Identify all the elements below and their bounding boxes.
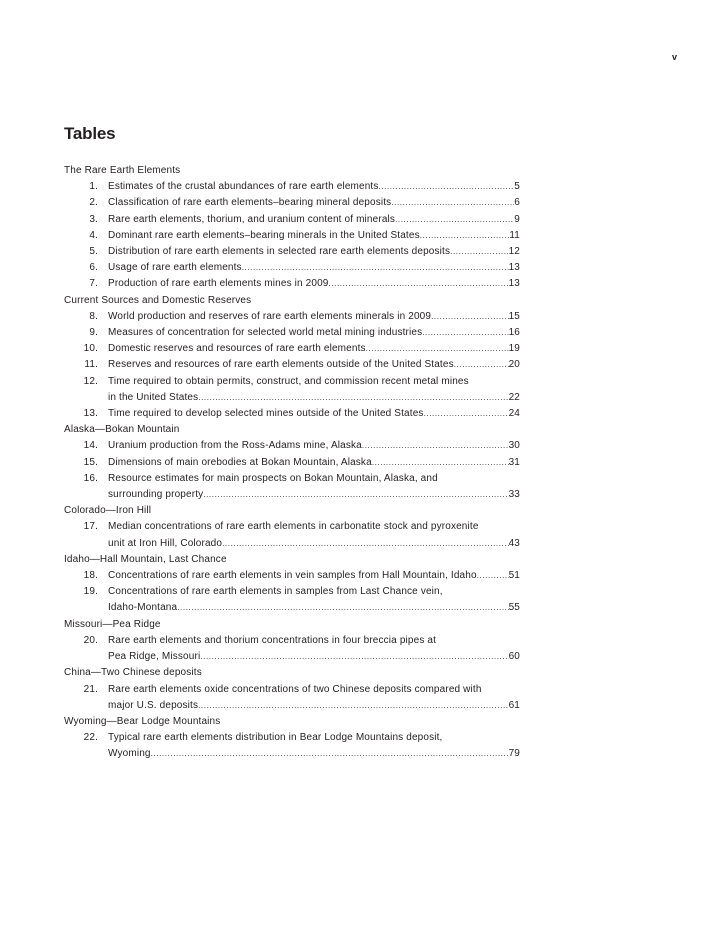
table-number: 22.: [83, 732, 98, 744]
table-title: surrounding property: [108, 489, 204, 501]
table-entry[interactable]: [64, 195, 520, 211]
dot-leader: [242, 260, 509, 276]
table-title-line: Concentrations of rare earth elements in samples from Last Chance vein,: [108, 586, 443, 598]
dot-leader: [329, 276, 509, 292]
page-ref: 19: [508, 343, 520, 355]
section-heading: Colorado—Iron Hill: [64, 505, 152, 517]
table-number: 18.: [83, 570, 98, 582]
table-number: 20.: [83, 634, 98, 646]
table-number: 4.: [89, 229, 98, 241]
section-heading: Current Sources and Domestic Reserves: [64, 294, 252, 306]
table-title: Domestic reserves and resources of rare earth elements: [108, 343, 366, 355]
table-entry[interactable]: [64, 244, 520, 260]
dot-leader: [151, 746, 509, 762]
table-entry[interactable]: [64, 374, 520, 406]
page-ref: 79: [508, 748, 520, 760]
page-ref: 24: [508, 408, 520, 420]
table-entry[interactable]: [64, 357, 520, 373]
table-entry[interactable]: [64, 276, 520, 292]
table-title-line: Time required to obtain permits, construct, and commission recent metal mines: [108, 375, 469, 387]
page-ref: 61: [508, 699, 520, 711]
page-ref: 5: [514, 181, 520, 193]
table-number: 17.: [83, 521, 98, 533]
page-ref: 11: [509, 229, 520, 241]
table-entry[interactable]: [64, 519, 520, 551]
dot-leader: [395, 212, 514, 228]
section-heading: China—Two Chinese deposits: [64, 667, 202, 679]
section-heading: Missouri—Pea Ridge: [64, 618, 161, 630]
page-ref: 22: [508, 391, 520, 403]
dot-leader: [198, 390, 508, 406]
section-heading: Wyoming—Bear Lodge Mountains: [64, 715, 221, 727]
dot-leader: [450, 244, 508, 260]
table-number: 16.: [83, 472, 98, 484]
table-title: Estimates of the crustal abundances of rare earth elements: [108, 181, 379, 193]
table-title: Measures of concentration for selected world metal mining industries: [108, 327, 423, 339]
table-title: Concentrations of rare earth elements in vein samples from Hall Mountain, Idaho: [108, 570, 477, 582]
table-title-line: Typical rare earth elements distribution in Bear Lodge Mountains deposit,: [108, 732, 443, 744]
table-title: Wyoming: [108, 748, 151, 760]
table-title: Idaho-Montana: [108, 602, 178, 614]
page-ref: 60: [508, 651, 520, 663]
table-number: 12.: [83, 375, 98, 387]
table-entry[interactable]: [64, 228, 520, 244]
table-title: Uranium production from the Ross-Adams mine, Alaska: [108, 440, 362, 452]
table-title: major U.S. deposits: [108, 699, 199, 711]
table-entry[interactable]: [64, 406, 520, 422]
table-title-line: Median concentrations of rare earth elements in carbonatite stock and pyroxenite: [108, 521, 479, 533]
page-ref: 55: [508, 602, 520, 614]
table-title: in the United States: [108, 391, 199, 403]
table-title: Classification of rare earth elements–bearing mineral deposits: [108, 197, 392, 209]
dot-leader: [362, 438, 509, 454]
table-number: 3.: [89, 213, 98, 225]
table-entry[interactable]: [64, 260, 520, 276]
table-number: 8.: [89, 310, 98, 322]
table-number: 9.: [89, 327, 98, 339]
dot-leader: [424, 406, 509, 422]
page-ref: 51: [508, 570, 520, 582]
table-entry[interactable]: [64, 325, 520, 341]
table-number: 15.: [83, 456, 98, 468]
page-ref: 15: [508, 310, 520, 322]
table-title: Usage of rare earth elements: [108, 262, 242, 274]
table-entry[interactable]: [64, 633, 520, 665]
page-ref: 6: [514, 197, 520, 209]
page-ref: 13: [508, 262, 520, 274]
table-entry[interactable]: [64, 584, 520, 616]
page-ref: 12: [508, 246, 520, 258]
table-title: unit at Iron Hill, Colorado: [108, 537, 223, 549]
table-title: World production and reserves of rare earth elements minerals in 2009: [108, 310, 432, 322]
dot-leader: [454, 357, 509, 373]
table-entry[interactable]: [64, 730, 520, 762]
table-entry[interactable]: [64, 341, 520, 357]
table-number: 11.: [84, 359, 98, 371]
table-number: 1.: [89, 181, 98, 193]
table-title: Rare earth elements, thorium, and uranium content of minerals: [108, 213, 396, 225]
page-ref: 30: [508, 440, 520, 452]
page-ref: 33: [508, 489, 520, 501]
table-number: 5.: [89, 246, 98, 258]
table-number: 13.: [83, 408, 98, 420]
dot-leader: [222, 536, 508, 552]
table-title: Distribution of rare earth elements in selected rare earth elements deposits: [108, 246, 451, 258]
table-number: 2.: [89, 197, 98, 209]
dot-leader: [366, 341, 509, 357]
table-number: 6.: [89, 262, 98, 274]
table-entry[interactable]: [64, 309, 520, 325]
table-title: Dimensions of main orebodies at Bokan Mountain, Alaska: [108, 456, 372, 468]
table-entry[interactable]: [64, 568, 520, 584]
table-title-line: Rare earth elements oxide concentrations of two Chinese deposits compared with: [108, 683, 482, 695]
table-title: Dominant rare earth elements–bearing minerals in the United States: [108, 229, 420, 241]
dot-leader: [477, 568, 509, 584]
table-number: 7.: [89, 278, 98, 290]
table-number: 19.: [83, 586, 98, 598]
table-entry[interactable]: [64, 471, 520, 503]
table-number: 21.: [83, 683, 98, 695]
table-title-line: Resource estimates for main prospects on Bokan Mountain, Alaska, and: [108, 472, 438, 484]
page-ref: 43: [508, 537, 520, 549]
table-entry[interactable]: [64, 212, 520, 228]
section-heading: Idaho—Hall Mountain, Last Chance: [64, 553, 227, 565]
page-ref: 16: [508, 327, 520, 339]
table-title: Reserves and resources of rare earth elements outside of the United States: [108, 359, 454, 371]
section-heading: Alaska—Bokan Mountain: [64, 424, 180, 436]
table-title-line: Rare earth elements and thorium concentrations in four breccia pipes at: [108, 634, 437, 646]
dot-leader: [203, 487, 508, 503]
table-number: 14.: [83, 440, 98, 452]
table-entry[interactable]: [64, 682, 520, 714]
page-ref: 31: [508, 456, 520, 468]
table-number: 10.: [83, 343, 98, 355]
dot-leader: [177, 600, 508, 616]
dot-leader: [198, 698, 508, 714]
table-title: Pea Ridge, Missouri: [108, 651, 201, 663]
dot-leader: [200, 649, 508, 665]
page-ref: 13: [508, 278, 520, 290]
table-of-contents: [64, 163, 520, 763]
dot-leader: [420, 228, 510, 244]
dot-leader: [391, 195, 514, 211]
section-heading: The Rare Earth Elements: [64, 165, 181, 176]
table-entry[interactable]: [64, 179, 520, 195]
dot-leader: [431, 309, 508, 325]
table-entry[interactable]: [64, 455, 520, 471]
dot-leader: [422, 325, 508, 341]
table-title: Time required to develop selected mines outside of the United States: [108, 408, 424, 420]
table-entry[interactable]: [64, 438, 520, 454]
table-title: Production of rare earth elements mines in 2009: [108, 278, 329, 290]
page-ref: 9: [514, 213, 520, 225]
page-number: v: [672, 52, 678, 62]
dot-leader: [372, 455, 509, 471]
page-ref: 20: [508, 359, 520, 371]
page-title: Tables: [64, 124, 116, 143]
dot-leader: [379, 179, 515, 195]
